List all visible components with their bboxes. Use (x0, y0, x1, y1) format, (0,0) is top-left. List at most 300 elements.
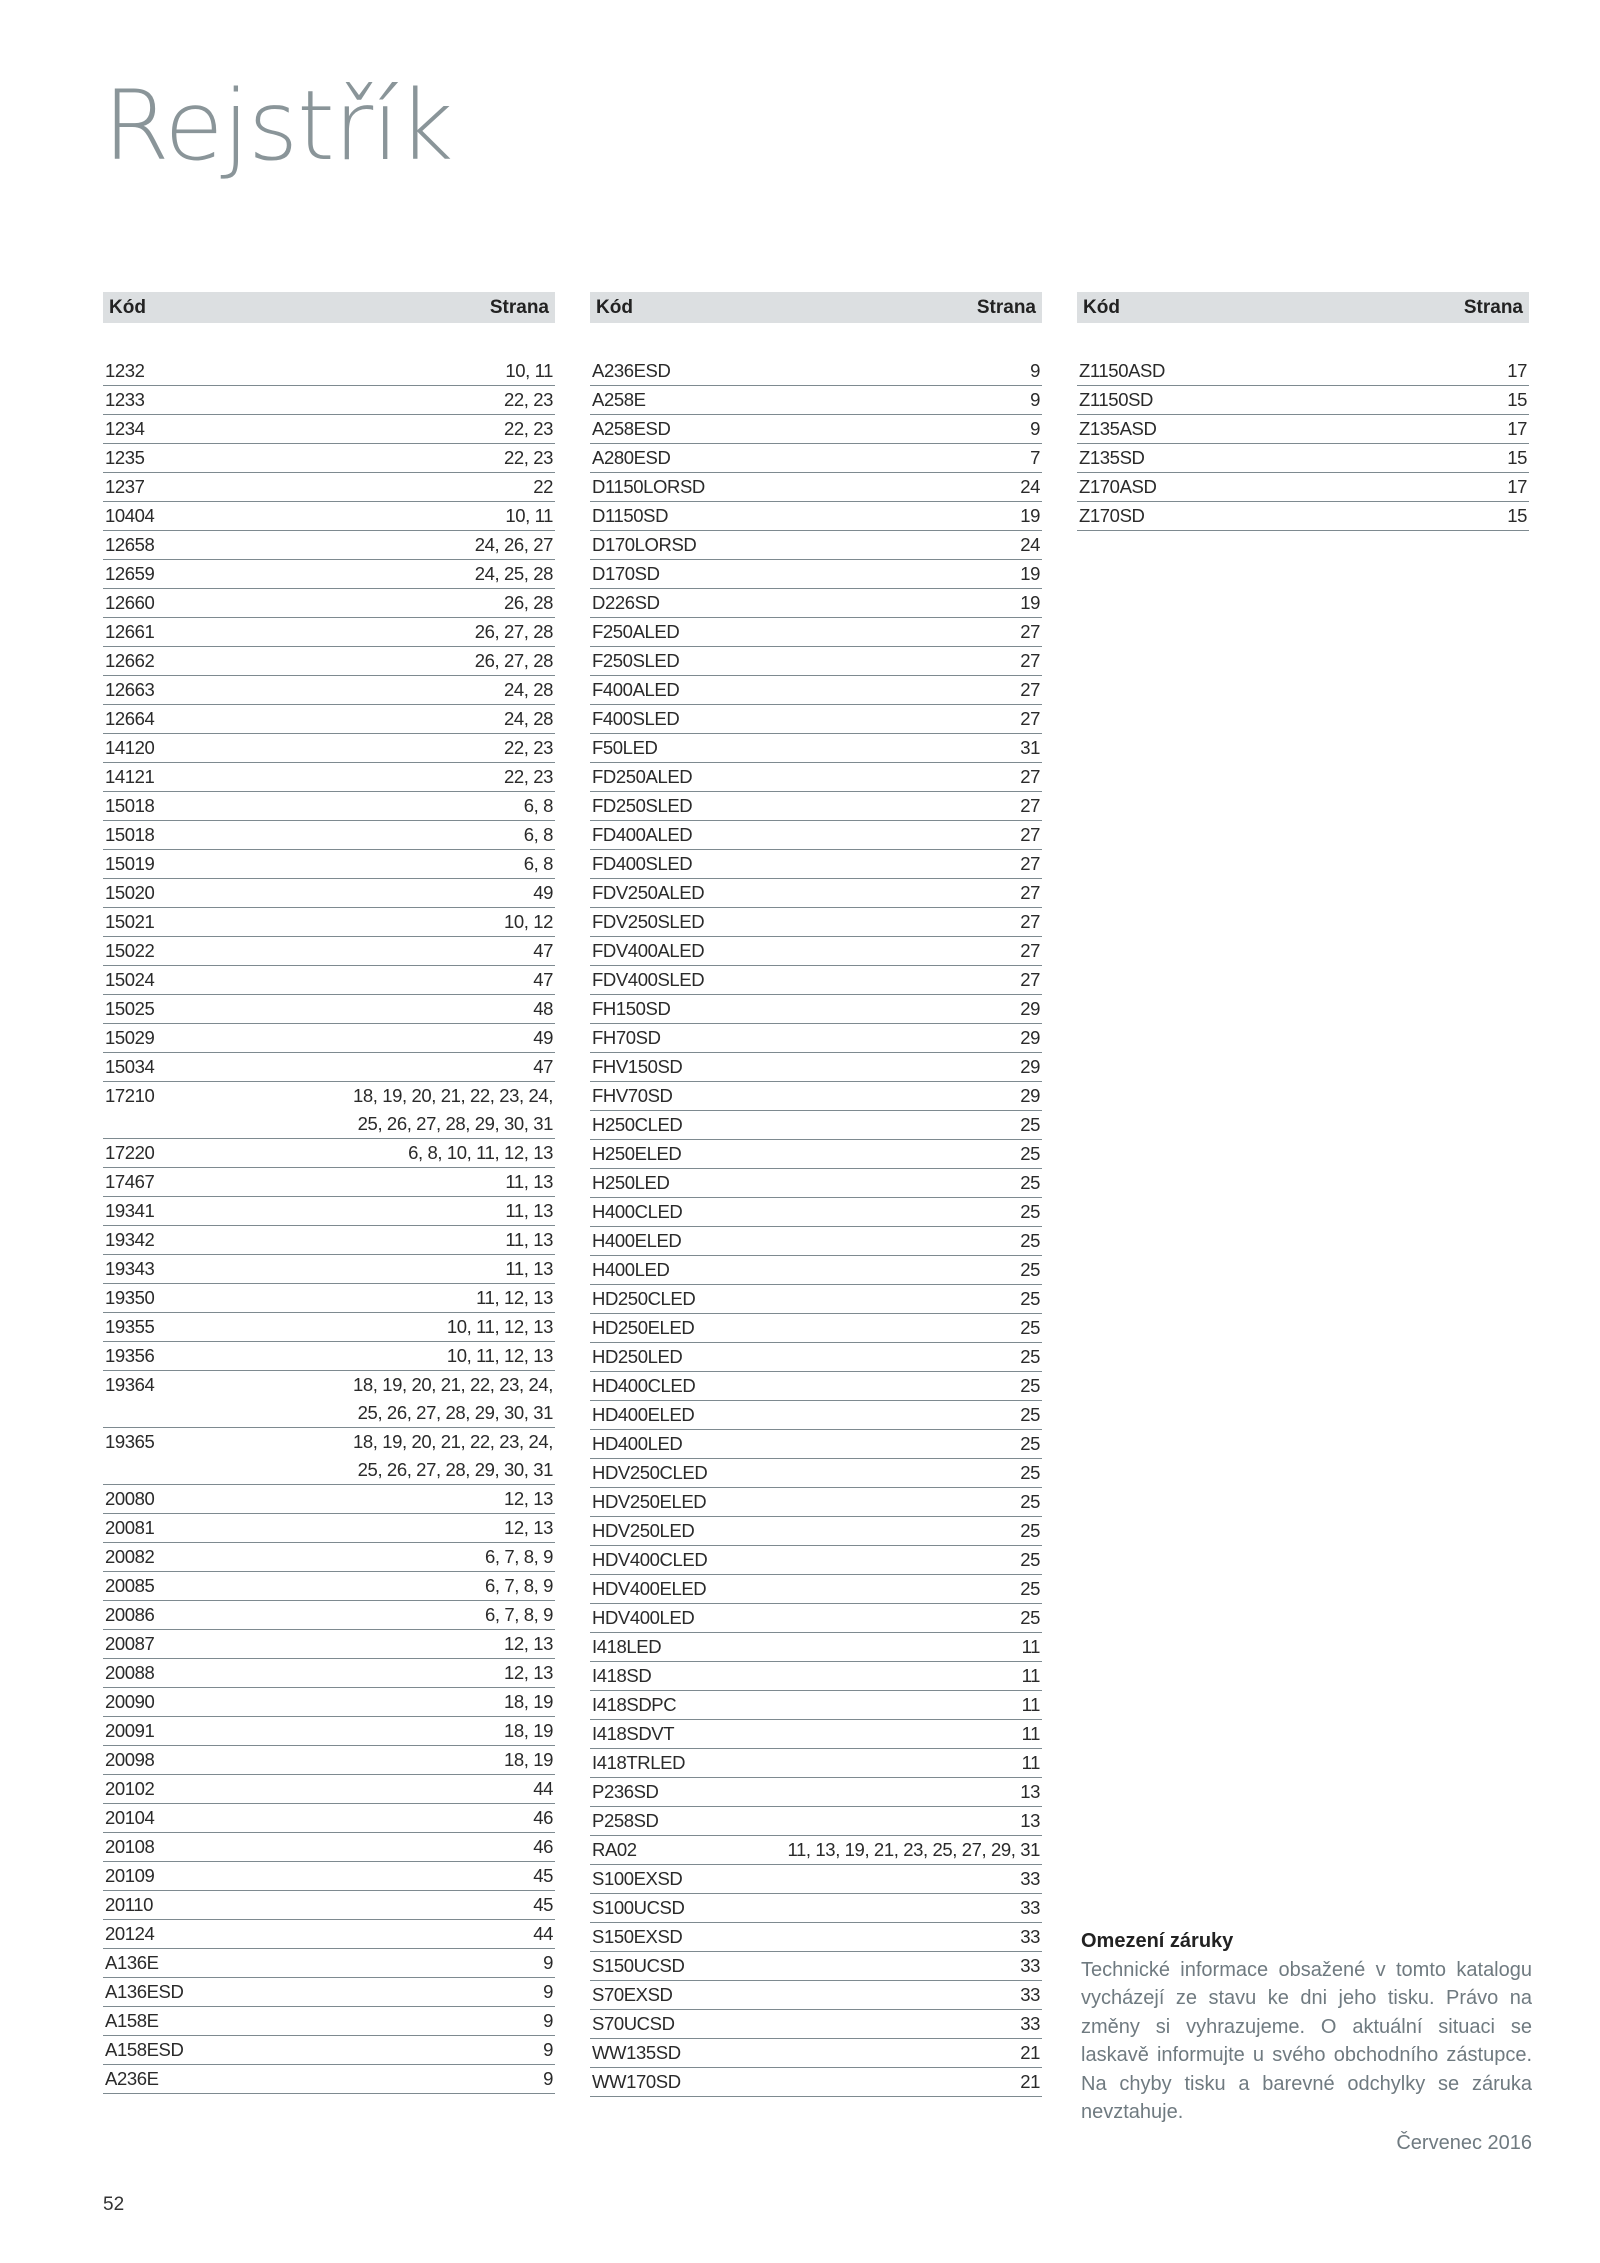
column-header (590, 292, 1042, 323)
index-row (103, 1891, 555, 1920)
index-row (590, 1749, 1042, 1778)
index-row (590, 1314, 1042, 1343)
page-references: 11, 13 (505, 1258, 553, 1279)
product-code: FH150SD (592, 998, 671, 1019)
page-references: 27 (1020, 882, 1040, 903)
index-row (1077, 386, 1529, 415)
product-code: H250CLED (592, 1114, 683, 1135)
index-row (1077, 357, 1529, 386)
product-code: HDV400LED (592, 1607, 695, 1628)
page-references: 45 (533, 1865, 553, 1886)
index-row (103, 705, 555, 734)
page-references: 27 (1020, 940, 1040, 961)
index-row (590, 1227, 1042, 1256)
page-references: 10, 12 (503, 911, 553, 932)
index-row (103, 1255, 555, 1284)
page-references: 25 (1020, 1462, 1040, 1483)
page-references: 25 (1020, 1230, 1040, 1251)
page-references: 29 (1020, 1056, 1040, 1077)
page-references: 9 (1030, 360, 1040, 381)
index-row (590, 2010, 1042, 2039)
page-references: 27 (1020, 708, 1040, 729)
page-references: 29 (1020, 998, 1040, 1019)
index-row (103, 821, 555, 850)
index-row (590, 1807, 1042, 1836)
page-references: 33 (1020, 1926, 1040, 1947)
page-references: 25 (1020, 1172, 1040, 1193)
index-row (103, 1342, 555, 1371)
product-code: HD250CLED (592, 1288, 696, 1309)
index-row (590, 1430, 1042, 1459)
page-references: 19 (1020, 563, 1040, 584)
index-row (590, 1111, 1042, 1140)
page-header: Strana (976, 296, 1036, 318)
page-references: 11 (1021, 1723, 1040, 1744)
page-references: 15 (1507, 447, 1527, 468)
page-references: 12, 13 (503, 1633, 553, 1654)
index-row (590, 1923, 1042, 1952)
product-code: A236E (105, 2068, 159, 2089)
product-code: 15034 (105, 1056, 155, 1077)
page-references: 9 (543, 1952, 553, 1973)
product-code: FD400SLED (592, 853, 693, 874)
page-references: 11 (1021, 1752, 1040, 1773)
index-row (590, 415, 1042, 444)
index-row (590, 1778, 1042, 1807)
disclaimer-text: Technické informace obsažené v tomto katalogu vycházejí ze stavu ke dni jeho tisku. Právo na změny si vyhrazujeme. O aktuální situaci se laskavě informujte u svého obchodního zástupce. Na chyby tisku a barevné odchylky se záruka nevztahuje. (1081, 1958, 1532, 2123)
product-code: FDV250ALED (592, 882, 705, 903)
page-references: 9 (543, 2068, 553, 2089)
index-row (103, 1572, 555, 1601)
product-code: 19365 (105, 1431, 155, 1452)
index-row (590, 1256, 1042, 1285)
product-code: 12664 (105, 708, 155, 729)
product-code: D170SD (592, 563, 660, 584)
index-row (103, 1197, 555, 1226)
product-code: WW170SD (592, 2071, 681, 2092)
product-code: 20102 (105, 1778, 155, 1799)
product-code: D170LORSD (592, 534, 697, 555)
index-row (590, 589, 1042, 618)
page-references: 24, 28 (503, 708, 553, 729)
page-references: 15 (1507, 389, 1527, 410)
page-references: 25 (1020, 1607, 1040, 1628)
page-references: 18, 19, 20, 21, 22, 23, 24, 25, 26, 27, 28, 29, 30, 31 (352, 1085, 553, 1134)
page-references: 17 (1507, 360, 1527, 381)
page-references: 9 (1030, 418, 1040, 439)
code-header: Kód (1083, 296, 1120, 318)
product-code: 1234 (105, 418, 145, 439)
page-references: 26, 27, 28 (474, 650, 553, 671)
index-row (103, 502, 555, 531)
product-code: 17220 (105, 1142, 155, 1163)
product-code: 12660 (105, 592, 155, 613)
page-references: 44 (533, 1923, 553, 1944)
index-row (103, 1284, 555, 1313)
index-row (590, 792, 1042, 821)
product-code: 20090 (105, 1691, 155, 1712)
page-references: 21 (1020, 2042, 1040, 2063)
product-code: 17210 (105, 1085, 155, 1106)
page-references: 11, 13, 19, 21, 23, 25, 27, 29, 31 (787, 1839, 1040, 1860)
index-row (590, 502, 1042, 531)
index-row (103, 1949, 555, 1978)
product-code: F400ALED (592, 679, 680, 700)
product-code: 1232 (105, 360, 145, 381)
index-row (590, 1604, 1042, 1633)
index-row (103, 589, 555, 618)
product-code: 15024 (105, 969, 155, 990)
page-references: 19 (1020, 592, 1040, 613)
product-code: H400ELED (592, 1230, 682, 1251)
index-row (103, 2065, 555, 2094)
column-header (103, 292, 555, 323)
page-references: 10, 11 (505, 360, 553, 381)
page-references: 27 (1020, 679, 1040, 700)
index-row (1077, 473, 1529, 502)
product-code: 20098 (105, 1749, 155, 1770)
page-references: 12, 13 (503, 1517, 553, 1538)
index-row (103, 1053, 555, 1082)
page-references: 6, 8 (523, 824, 553, 845)
index-column-3 (1077, 292, 1529, 531)
product-code: I418SDPC (592, 1694, 677, 1715)
page-references: 46 (533, 1836, 553, 1857)
page-references: 47 (533, 940, 553, 961)
page-references: 24, 25, 28 (474, 563, 553, 584)
product-code: A136E (105, 1952, 159, 1973)
product-code: 20109 (105, 1865, 155, 1886)
index-row (103, 763, 555, 792)
index-row (103, 1804, 555, 1833)
index-row (590, 1488, 1042, 1517)
page-references: 25 (1020, 1201, 1040, 1222)
page-references: 24, 28 (503, 679, 553, 700)
product-code: 15022 (105, 940, 155, 961)
page-references: 26, 28 (503, 592, 553, 613)
product-code: 12659 (105, 563, 155, 584)
product-code: 19350 (105, 1287, 155, 1308)
product-code: 20104 (105, 1807, 155, 1828)
index-row (103, 1775, 555, 1804)
index-row (103, 1514, 555, 1543)
index-row (590, 473, 1042, 502)
product-code: D226SD (592, 592, 660, 613)
page-references: 25 (1020, 1259, 1040, 1280)
page-references: 9 (1030, 389, 1040, 410)
product-code: Z135ASD (1079, 418, 1157, 439)
index-row (590, 705, 1042, 734)
index-row (103, 966, 555, 995)
page-references: 22 (533, 476, 553, 497)
product-code: HDV250CLED (592, 1462, 708, 1483)
product-code: 20086 (105, 1604, 155, 1625)
page-references: 13 (1020, 1810, 1040, 1831)
product-code: 10404 (105, 505, 155, 526)
product-code: FHV70SD (592, 1085, 673, 1106)
product-code: 19342 (105, 1229, 155, 1250)
page-references: 25 (1020, 1578, 1040, 1599)
index-row (590, 1285, 1042, 1314)
page-references: 9 (543, 1981, 553, 2002)
index-row (590, 1894, 1042, 1923)
product-code: 1235 (105, 447, 145, 468)
page-references: 17 (1507, 418, 1527, 439)
index-rows (590, 357, 1042, 2097)
product-code: 20088 (105, 1662, 155, 1683)
page-header: Strana (1463, 296, 1523, 318)
product-code: D1150SD (592, 505, 669, 526)
page-references: 11 (1021, 1694, 1040, 1715)
index-row (590, 821, 1042, 850)
product-code: 19356 (105, 1345, 155, 1366)
product-code: 20124 (105, 1923, 155, 1944)
index-row (590, 618, 1042, 647)
index-row (103, 618, 555, 647)
product-code: 20091 (105, 1720, 155, 1741)
product-code: FHV150SD (592, 1056, 683, 1077)
index-row (590, 1140, 1042, 1169)
index-row (103, 1428, 555, 1485)
product-code: WW135SD (592, 2042, 681, 2063)
product-code: 20082 (105, 1546, 155, 1567)
product-code: A280ESD (592, 447, 671, 468)
index-row (103, 879, 555, 908)
product-code: 19341 (105, 1200, 155, 1221)
product-code: 12658 (105, 534, 155, 555)
product-code: Z1150SD (1079, 389, 1153, 410)
product-code: D1150LORSD (592, 476, 705, 497)
page-references: 22, 23 (503, 389, 553, 410)
index-row (590, 1343, 1042, 1372)
page-references: 49 (533, 1027, 553, 1048)
page-references: 33 (1020, 2013, 1040, 2034)
page-references: 26, 27, 28 (474, 621, 553, 642)
page-references: 24 (1020, 476, 1040, 497)
index-row (590, 1401, 1042, 1430)
page-references: 11, 12, 13 (476, 1287, 553, 1308)
index-row (103, 850, 555, 879)
index-row (590, 2068, 1042, 2097)
product-code: 20085 (105, 1575, 155, 1596)
page-references: 17 (1507, 476, 1527, 497)
page-references: 11 (1021, 1665, 1040, 1686)
page-references: 27 (1020, 853, 1040, 874)
page-references: 12, 13 (503, 1488, 553, 1509)
index-row (590, 1372, 1042, 1401)
page-references: 11 (1021, 1636, 1040, 1657)
page-references: 25 (1020, 1317, 1040, 1338)
index-row (590, 531, 1042, 560)
page-references: 22, 23 (503, 447, 553, 468)
page-references: 33 (1020, 1897, 1040, 1918)
page-references: 27 (1020, 969, 1040, 990)
product-code: 12663 (105, 679, 155, 700)
index-column-1 (103, 292, 555, 2094)
index-row (103, 1659, 555, 1688)
product-code: H400CLED (592, 1201, 683, 1222)
index-row (103, 1226, 555, 1255)
product-code: HD250LED (592, 1346, 683, 1367)
page-references: 45 (533, 1894, 553, 1915)
page-references: 18, 19 (503, 1749, 553, 1770)
product-code: S100UCSD (592, 1897, 685, 1918)
page-references: 6, 8 (523, 853, 553, 874)
page-references: 12, 13 (503, 1662, 553, 1683)
product-code: 15025 (105, 998, 155, 1019)
product-code: H250ELED (592, 1143, 682, 1164)
index-row (590, 1053, 1042, 1082)
product-code: H400LED (592, 1259, 670, 1280)
page-references: 31 (1020, 737, 1040, 758)
index-row (103, 2036, 555, 2065)
index-row (590, 937, 1042, 966)
index-row (1077, 502, 1529, 531)
product-code: S150EXSD (592, 1926, 683, 1947)
index-row (103, 1485, 555, 1514)
index-row (590, 1952, 1042, 1981)
page-header: Strana (489, 296, 549, 318)
index-row (590, 386, 1042, 415)
page-references: 18, 19 (503, 1691, 553, 1712)
index-row (590, 1082, 1042, 1111)
product-code: HDV250LED (592, 1520, 695, 1541)
page-references: 22, 23 (503, 418, 553, 439)
product-code: 15020 (105, 882, 155, 903)
product-code: 15018 (105, 824, 155, 845)
page-references: 48 (533, 998, 553, 1019)
index-row (590, 1024, 1042, 1053)
disclaimer-title: Omezení záruky (1081, 1930, 1234, 1952)
product-code: HD400ELED (592, 1404, 695, 1425)
product-code: 19343 (105, 1258, 155, 1279)
product-code: HDV250ELED (592, 1491, 707, 1512)
product-code: I418LED (592, 1636, 662, 1657)
warranty-disclaimer (1081, 1927, 1532, 2157)
index-rows (103, 357, 555, 2094)
index-row (103, 560, 555, 589)
product-code: 14121 (105, 766, 155, 787)
page-references: 22, 23 (503, 766, 553, 787)
index-row (590, 995, 1042, 1024)
page-references: 9 (543, 2039, 553, 2060)
page-title: Rejstřík (103, 70, 453, 182)
product-code: 20110 (105, 1894, 154, 1915)
product-code: 20080 (105, 1488, 155, 1509)
product-code: 1233 (105, 389, 145, 410)
product-code: HD400CLED (592, 1375, 696, 1396)
page-references: 25 (1020, 1114, 1040, 1135)
page-references: 33 (1020, 1955, 1040, 1976)
index-column-2 (590, 292, 1042, 2097)
index-row (103, 1688, 555, 1717)
index-row (103, 1139, 555, 1168)
index-row (590, 1546, 1042, 1575)
product-code: A158E (105, 2010, 159, 2031)
page-references: 29 (1020, 1085, 1040, 1106)
index-row (590, 647, 1042, 676)
product-code: 12662 (105, 650, 155, 671)
index-row (590, 1720, 1042, 1749)
page-references: 21 (1020, 2071, 1040, 2092)
product-code: 20087 (105, 1633, 155, 1654)
index-row (590, 1169, 1042, 1198)
index-row (103, 676, 555, 705)
index-row (590, 1459, 1042, 1488)
index-row (590, 763, 1042, 792)
index-row (590, 1575, 1042, 1604)
page-references: 25 (1020, 1404, 1040, 1425)
index-row (590, 1865, 1042, 1894)
page-references: 6, 8 (523, 795, 553, 816)
product-code: P236SD (592, 1781, 659, 1802)
index-row (590, 966, 1042, 995)
product-code: S70UCSD (592, 2013, 675, 2034)
index-row (103, 1082, 555, 1139)
product-code: 12661 (105, 621, 155, 642)
product-code: A236ESD (592, 360, 671, 381)
product-code: FD250SLED (592, 795, 693, 816)
page-references: 25 (1020, 1346, 1040, 1367)
index-row (590, 676, 1042, 705)
page-references: 27 (1020, 795, 1040, 816)
page-references: 25 (1020, 1520, 1040, 1541)
index-row (103, 1024, 555, 1053)
index-row (1077, 415, 1529, 444)
product-code: FDV400ALED (592, 940, 705, 961)
index-row (103, 734, 555, 763)
page-references: 19 (1020, 505, 1040, 526)
page-references: 18, 19, 20, 21, 22, 23, 24, 25, 26, 27, 28, 29, 30, 31 (352, 1374, 553, 1423)
product-code: Z1150ASD (1079, 360, 1165, 381)
product-code: A158ESD (105, 2039, 184, 2060)
page-references: 46 (533, 1807, 553, 1828)
page-references: 18, 19 (503, 1720, 553, 1741)
page-references: 44 (533, 1778, 553, 1799)
page-references: 25 (1020, 1375, 1040, 1396)
page-references: 6, 7, 8, 9 (485, 1575, 553, 1596)
index-row (103, 444, 555, 473)
page-references: 18, 19, 20, 21, 22, 23, 24, 25, 26, 27, 28, 29, 30, 31 (352, 1431, 553, 1480)
product-code: 15029 (105, 1027, 155, 1048)
index-row (103, 1746, 555, 1775)
product-code: HD400LED (592, 1433, 683, 1454)
page-references: 49 (533, 882, 553, 903)
index-row (103, 1371, 555, 1428)
product-code: 15018 (105, 795, 155, 816)
page-references: 10, 11, 12, 13 (446, 1345, 553, 1366)
product-code: Z170ASD (1079, 476, 1157, 497)
product-code: 20108 (105, 1836, 155, 1857)
product-code: 20081 (105, 1517, 155, 1538)
index-row (103, 357, 555, 386)
product-code: Z135SD (1079, 447, 1145, 468)
product-code: P258SD (592, 1810, 659, 1831)
product-code: S70EXSD (592, 1984, 673, 2005)
index-row (103, 473, 555, 502)
page-references: 47 (533, 969, 553, 990)
index-row (103, 415, 555, 444)
product-code: FH70SD (592, 1027, 661, 1048)
index-row (103, 1717, 555, 1746)
page-references: 9 (543, 2010, 553, 2031)
page-references: 24, 26, 27 (474, 534, 553, 555)
page-references: 27 (1020, 824, 1040, 845)
product-code: S100EXSD (592, 1868, 683, 1889)
page-references: 27 (1020, 650, 1040, 671)
product-code: 17467 (105, 1171, 155, 1192)
index-row (103, 1313, 555, 1342)
